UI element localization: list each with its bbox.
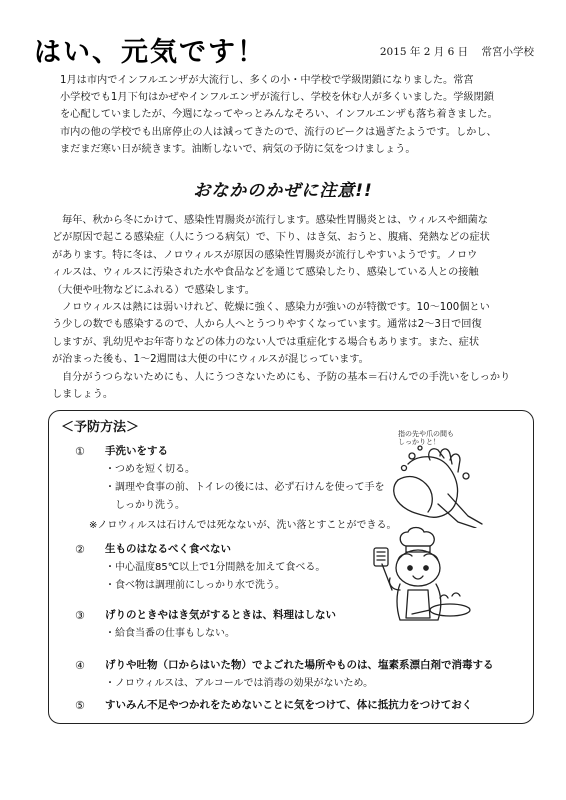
item-heading: すいみん不足やつかれをためないことに気をつけて、体に抵抗力をつけておく bbox=[105, 699, 473, 711]
intro-line: まだまだ寒い日が続きます。油断しないで、病気の予防に気をつけましょう。 bbox=[60, 143, 416, 155]
body-paragraph-2 bbox=[52, 299, 520, 369]
section-heading: おなかのかぜに注意!! bbox=[193, 181, 373, 201]
item-number: ③ bbox=[75, 609, 85, 622]
item-number: ⑤ bbox=[75, 699, 85, 712]
item-number: ① bbox=[75, 445, 85, 458]
body-line: が治まった後も、1～2週間は大便の中にウィルスが混じっています。 bbox=[52, 354, 369, 366]
article-body bbox=[52, 212, 520, 403]
body-paragraph-1 bbox=[52, 212, 520, 299]
caption-line: 指の先や爪の間も bbox=[398, 430, 454, 438]
date-school-line bbox=[380, 44, 534, 59]
body-line: 自分がうつらないためにも、人にうつさないためにも、予防の基本＝石けんでの手洗いをしっかり bbox=[62, 371, 511, 383]
item-line: ・給食当番の仕事もしない。 bbox=[105, 628, 235, 639]
item-line: ・食べ物は調理前にしっかり水で洗う。 bbox=[105, 580, 285, 591]
title-text: はい、元気です！ bbox=[34, 37, 266, 68]
intro-line: 市内の他の学校でも出席停止の人は減ってきたので、流行のピークは過ぎたようです。しかし、 bbox=[60, 126, 497, 138]
item-heading: げりのときやはき気がするときは、料理はしない bbox=[105, 609, 336, 621]
newsletter-title bbox=[34, 30, 266, 69]
body-line: （大便や吐物などにふれる）で感染します。 bbox=[52, 284, 255, 296]
body-line: どが原因で起こる感染症（人にうつる病気）で、下り、はき気、おうと、腹痛、発熱などの症状 bbox=[52, 232, 490, 244]
item-heading: 手洗いをする bbox=[105, 445, 168, 457]
intro-line: 小学校でも1月下旬はかぜやインフルエンザが流行し、学校を休む人が多くいました。学級閉鎖 bbox=[60, 92, 494, 104]
item-line: ・中心温度85℃以上で1分間熱を加えて食べる。 bbox=[105, 562, 326, 573]
item-number: ② bbox=[75, 543, 85, 556]
body-line: う少しの数でも感染するので、人から人へとうつりやすくなっています。通常は2～3日で回復 bbox=[52, 319, 482, 331]
handwashing-illustration-icon bbox=[378, 424, 496, 528]
prevention-title: ＜予防方法＞ bbox=[61, 420, 140, 435]
item-line: ・ノロウィルスは、アルコールでは消毒の効果がないため。 bbox=[105, 678, 374, 689]
item-note: ※ノロウィルスは石けんでは死なないが、洗い落とすことができる。 bbox=[89, 520, 397, 531]
body-line: しましょう。 bbox=[52, 389, 114, 401]
school-name: 常宮小学校 bbox=[481, 46, 534, 58]
body-line: 毎年、秋から冬にかけて、感染性胃腸炎が流行します。感染性胃腸炎とは、ウィルスや細菌な bbox=[62, 215, 488, 226]
item-line: しっかり洗う。 bbox=[105, 500, 185, 511]
body-line: しますが、乳幼児やお年寄りなどの体力のない人では重症化する場合もあります。また、症状 bbox=[52, 336, 480, 348]
item-heading: 生ものはなるべく食べない bbox=[105, 543, 231, 555]
body-paragraph-3 bbox=[52, 369, 520, 404]
intro-line: 1月は市内でインフルエンザが大流行し、多くの小・中学校で学級閉鎖になりました。常宮 bbox=[60, 75, 474, 86]
cook-child-illustration-icon bbox=[368, 524, 478, 632]
body-line: があります。特に冬は、ノロウィルスが原因の感染性胃腸炎が流行しやすいようです。ノロウ bbox=[52, 249, 478, 261]
caption-line: しっかりと！ bbox=[398, 438, 440, 446]
prevention-item-5 bbox=[75, 697, 535, 717]
item-heading: げりや吐物（口からはいた物）でよごれた場所やものは、塩素系漂白剤で消毒する bbox=[105, 659, 494, 671]
intro-paragraph bbox=[50, 72, 520, 158]
issue-date: 2015 年 2 月 6 日 bbox=[379, 46, 469, 58]
intro-line: を心配していましたが、今週になってやっとみんなそろい、インフルエンザも落ち着きました。 bbox=[60, 109, 498, 121]
prevention-item-4 bbox=[75, 657, 535, 697]
item-line: ・調理や食事の前、トイレの後には、必ず石けんを使って手を bbox=[105, 482, 385, 493]
body-line: ィルスは、ウィルスに汚染された水や食品などを通じて感染したり、感染している人との接触 bbox=[52, 267, 479, 279]
item-line: ・つめを短く切る。 bbox=[105, 464, 195, 475]
body-line: ノロウィルスは熱には弱いけれど、乾燥に強く、感染力が強いのが特徴です。10～100個とい bbox=[62, 302, 490, 314]
header bbox=[34, 22, 534, 72]
item-number: ④ bbox=[75, 659, 85, 672]
